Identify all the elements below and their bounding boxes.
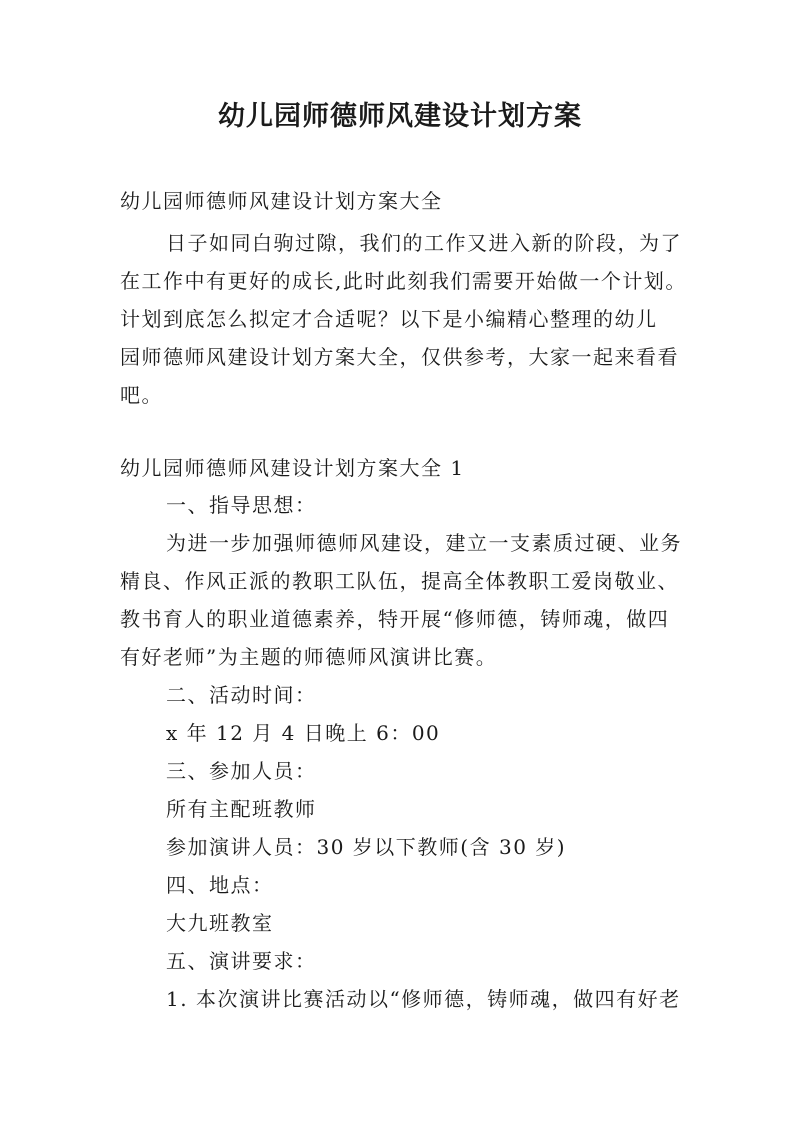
guiding-line: 有好老师”为主题的师德师风演讲比赛。 [120,645,498,669]
participants-all: 所有主配班教师 [166,797,317,821]
intro-line: 日子如同白驹过隙，我们的工作又进入新的阶段，为了 [166,231,682,255]
intro-line: 计划到底怎么拟定才合适呢？以下是小编精心整理的幼儿 [120,307,658,331]
guiding-line: 精良、作风正派的教职工队伍，提高全体教职工爱岗敬业、 [120,569,679,593]
section-heading: 四、地点： [166,873,274,897]
guiding-line: 为进一步加强师德师风建设，建立一支素质过硬、业务 [166,531,682,555]
location-text: 大九班教室 [166,911,274,935]
section-heading: 五、演讲要求： [166,949,317,973]
document-subtitle: 幼儿园师德师风建设计划方案大全 [120,189,443,213]
activity-time: x 年 12 月 4 日晚上 6：00 [166,721,441,745]
intro-line: 吧。 [120,383,163,407]
section-heading: 二、活动时间： [166,683,317,707]
intro-line: 园师德师风建设计划方案大全，仅供参考，大家一起来看看 [120,345,679,369]
guiding-line: 教书育人的职业道德素养，特开展“修师德，铸师魂，做四 [120,607,670,631]
requirement-item: 1. 本次演讲比赛活动以“修师德，铸师魂，做四有好老 [166,987,681,1011]
section-heading: 一、指导思想： [166,493,317,517]
intro-line: 在工作中有更好的成长,此时此刻我们需要开始做一个计划。 [120,269,687,293]
page-title: 幼儿园师德师风建设计划方案 [218,101,582,132]
participants-speakers: 参加演讲人员：30 岁以下教师(含 30 岁) [166,835,567,859]
section-heading: 三、参加人员： [166,759,317,783]
section-title: 幼儿园师德师风建设计划方案大全 1 [120,456,465,480]
